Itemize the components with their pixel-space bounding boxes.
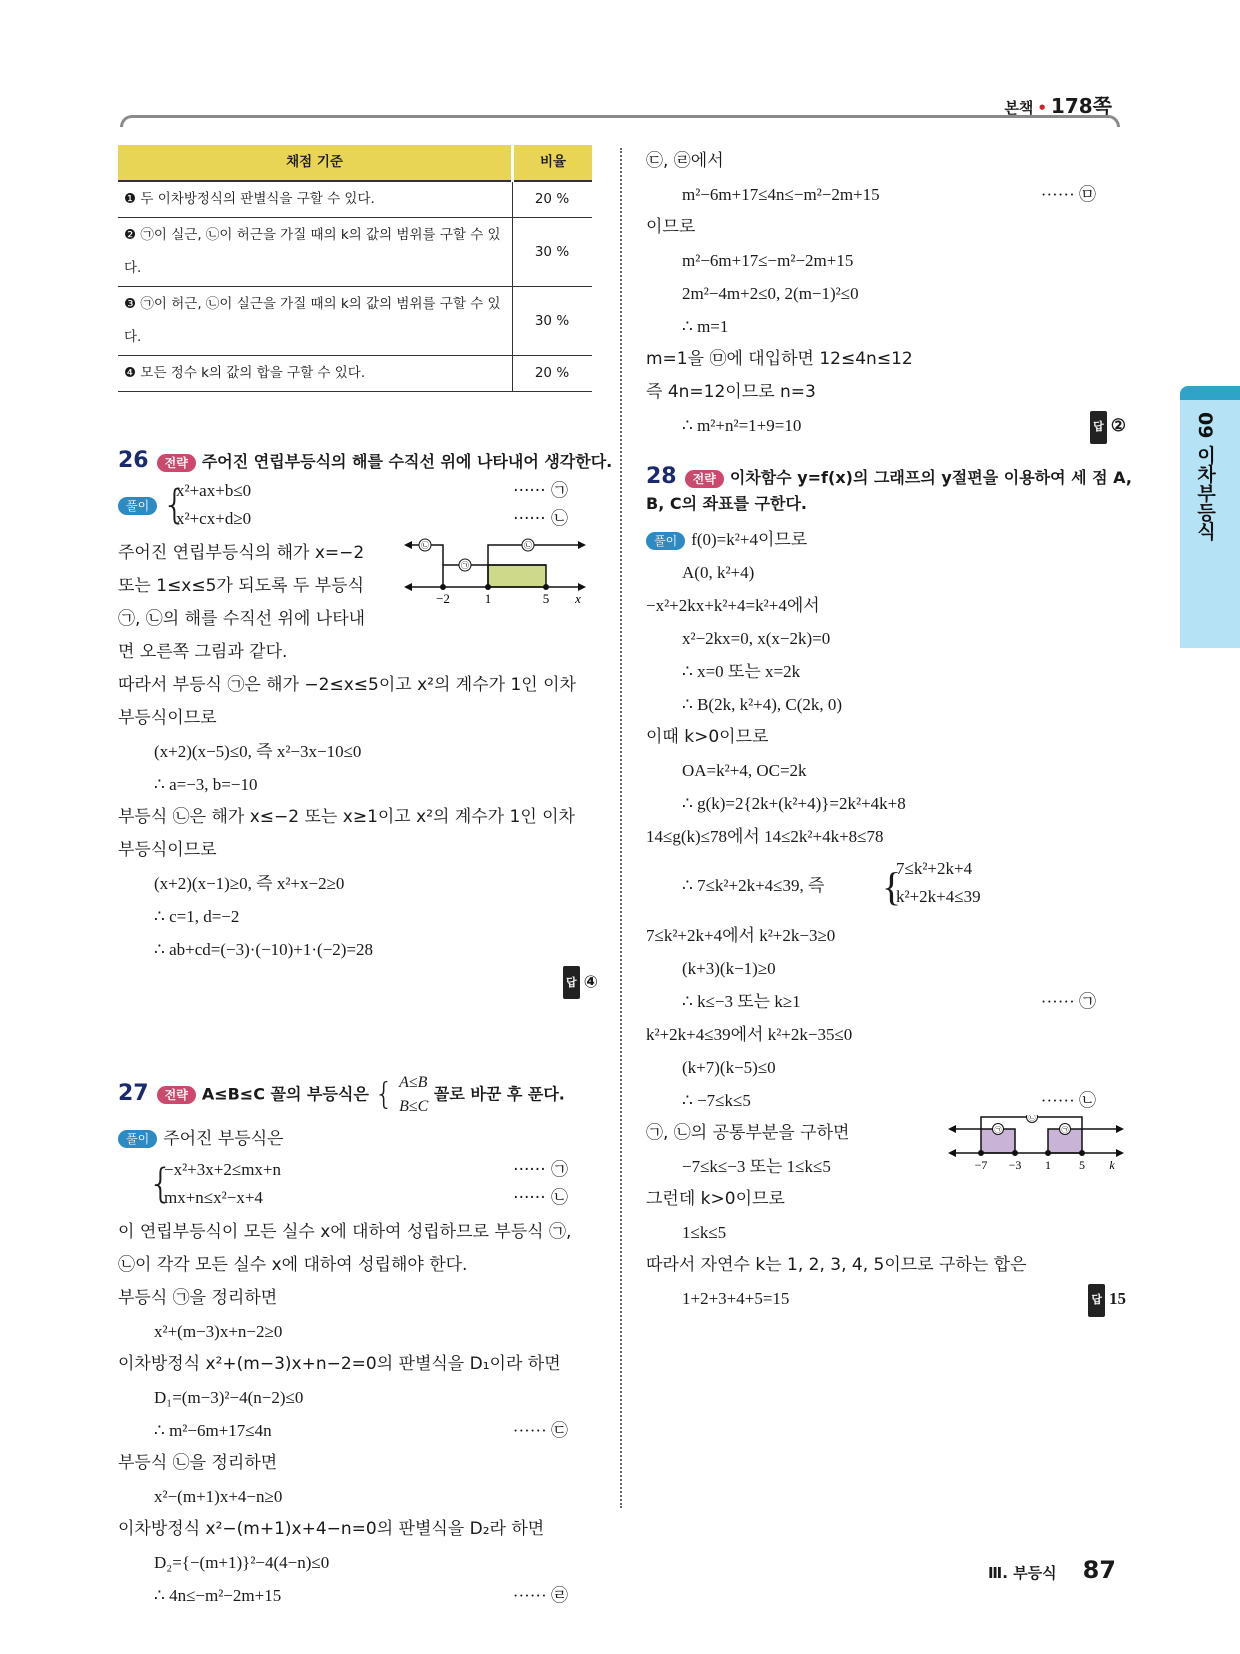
- svg-text:k: k: [1109, 1158, 1115, 1172]
- svg-text:−3: −3: [1008, 1158, 1022, 1172]
- solution-badge: 풀이: [118, 1130, 157, 1148]
- q28-number-line-diagram: [946, 1115, 1126, 1181]
- question-number: 26: [118, 448, 149, 473]
- left-column: 채점 기준 비율 ❶ 두 이차방정식의 판별식을 구할 수 있다. 20 % ❷ ㉠이 실근, ㉡이 허근을 가질 때의 k의 값의 범위를 구할 수 있다. 30 % ❸ ㉠이 허근, ㉡이 실근을 가질 때의 k의 값의 범위를 구할 수 있다. 30 % ❹ 모든 정수 k의 값의 합을 구할 수 있다. 20 % 26 전략 주어진 연립부등식의 해를 수직선 위에 나타내어 생각한다. 풀이 { x²+ax+b≤0 x²+cx+d≥0 ······ ㉠ ······ ㉡ 주어진 연립부등식의 해가 x=−2 또는 1≤x≤5가 되도록 두 부등식 ㉠, ㉡의 해를 수직선 위에 나타내 면 오른쪽 그림과 같다. ㉡ ㉡ ㉠ −2 1 5 x 따라서 부등식 ㉠은 해가 −2≤x≤5이고 x²의 계수가 1인 이차 부등식이므로 (x+2)(x−5)≤0, 즉 x²−3x−10≤0 ∴ a=−3, b=−10 부등식 ㉡은 해가 x≤−2 또는 x≥1이고 x²의 계수가 1인 이차 부등식이므로 (x+2)(x−1)≥0, 즉 x²+x−2≥0 ∴ c=1, d=−2 ∴ ab+cd=(−3)·(−10)+1·(−2)=28 답 ④ 27 전략 A≤B≤C 꼴의 부등식은 { A≤B B≤C 꼴로 바꾼 후 푼다. 풀이 주어진 부등식은 { −x²+3x+2≤mx+n mx+n≤x²−x+4 ······ ㉠ ······ ㉡ 이 연립부등식이 모든 실수 x에 대하여 성립하므로 부등식 ㉠, ㉡이 각각 모든 실수 x에 대하여 성립해야 한다. 부등식 ㉠을 정리하면 x²+(m−3)x+n−2≥0 이차방정식 x²+(m−3)x+n−2=0의 판별식을 D₁이라 하면 D₁=(m−3)²−4(n−2)≤0 ∴ m²−6m+17≤4n ······ ㉢ 부등식 ㉡을 정리하면 x²−(m+1)x+4−n≥0 이차방정식 x²−(m+1)x+4−n=0의 판별식을 D₂라 하면 D₂={−(m+1)}²−4(4−n)≤0 ∴ 4n≤−m²−2m+15 ······ ㉣: [118, 145, 598, 1612]
- q27-header: 27 전략 A≤B≤C 꼴의 부등식은 { A≤B B≤C 꼴로 바꾼 후 푼다.: [118, 1074, 565, 1115]
- svg-text:−7: −7: [974, 1158, 988, 1172]
- strategy-badge: 전략: [685, 470, 724, 488]
- table-row: ❸ ㉠이 허근, ㉡이 실근을 가질 때의 k의 값의 범위를 구할 수 있다. 30 %: [118, 287, 592, 356]
- svg-text:x: x: [575, 591, 581, 606]
- q28-header: 28 전략 이차함수 y=f(x)의 그래프의 y절편을 이용하여 세 점 A,: [646, 464, 1132, 489]
- q27-system: { −x²+3x+2≤mx+n mx+n≤x²−x+4 ······ ㉠ ······ ㉡: [148, 1160, 568, 1208]
- table-row: ❶ 두 이차방정식의 판별식을 구할 수 있다. 20 %: [118, 181, 592, 218]
- page-number: 87: [1082, 1556, 1116, 1584]
- top-rule: [120, 115, 1120, 127]
- svg-text:5: 5: [1079, 1158, 1085, 1172]
- svg-text:−2: −2: [436, 591, 450, 606]
- header-page-reference: 본책 • 178쪽: [1004, 94, 1112, 118]
- table-row: ❷ ㉠이 실근, ㉡이 허근을 가질 때의 k의 값의 범위를 구할 수 있다. 30 %: [118, 218, 592, 287]
- svg-text:1: 1: [484, 591, 492, 606]
- column-divider: [620, 148, 622, 1508]
- svg-text:㉡: ㉡: [1028, 1115, 1036, 1122]
- section-label: Ⅲ. 부등식: [988, 1564, 1057, 1582]
- table-row: ❹ 모든 정수 k의 값의 합을 구할 수 있다. 20 %: [118, 356, 592, 392]
- question-number: 28: [646, 464, 677, 489]
- page-footer: [988, 1556, 1116, 1584]
- svg-text:1: 1: [1045, 1158, 1051, 1172]
- book-label: 본책: [1004, 99, 1034, 117]
- right-column: ㉢, ㉣에서 m²−6m+17≤4n≤−m²−2m+15 ······ ㉤ 이므로 m²−6m+17≤−m²−2m+15 2m²−4m+2≤0, 2(m−1)²≤0 ∴ m=1 m=1을 ㉤에 대입하면 12≤4n≤12 즉 4n=12이므로 n=3 ∴ m²+n²=1+9=10 답 ② 28 전략 이차함수 y=f(x)의 그래프의 y절편을 이용하여 세 점 A, B, C의 좌표를 구한다. 풀이 f(0)=k²+4이므로 A(0, k²+4) −x²+2kx+k²+4=k²+4에서 x²−2kx=0, x(x−2k)=0 ∴ x=0 또는 x=2k ∴ B(2k, k²+4), C(2k, 0) 이때 k>0이므로 OA=k²+4, OC=2k ∴ g(k)=2{2k+(k²+4)}=2k²+4k+8 14≤g(k)≤78에서 14≤2k²+4k+8≤78 ∴ 7≤k²+2k+4≤39, 즉 { 7≤k²+2k+4 k²+2k+4≤39 7≤k²+2k+4에서 k²+2k−3≥0 (k+3)(k−1)≥0 ∴ k≤−3 또는 k≥1 ······ ㉠ k²+2k+4≤39에서 k²+2k−35≤0 (k+7)(k−5)≤0 ∴ −7≤k≤5 ······ ㉡ ㉠, ㉡의 공통부분을 구하면 −7≤k≤−3 또는 1≤k≤5 ㉡ ㉠ ㉠ −7 −3 1 5 k 그런데 k>0이므로 1≤k≤5 따라서 자연수 k는 1, 2, 3, 4, 5이므로 구하는 합은 1+2+3+4+5=15 답 15: [646, 145, 1126, 1315]
- q26-answer: 답 ④: [118, 966, 598, 999]
- svg-text:㉠: ㉠: [1061, 1126, 1069, 1134]
- solution-badge: 풀이: [646, 532, 685, 550]
- grading-header-ratio: 비율: [513, 145, 593, 181]
- page-ref: 178쪽: [1050, 94, 1112, 118]
- svg-text:㉡: ㉡: [421, 541, 429, 550]
- grading-header-criterion: 채점 기준: [118, 145, 513, 181]
- q26-number-line-diagram: [400, 537, 590, 612]
- svg-text:㉡: ㉡: [524, 541, 532, 550]
- q26-header: [118, 444, 613, 477]
- q28-answer: 답 15: [1088, 1282, 1126, 1317]
- q26-system: 풀이 { x²+ax+b≤0 x²+cx+d≥0 ······ ㉠ ······ ㉡: [118, 477, 598, 537]
- q26-strategy: 주어진 연립부등식의 해를 수직선 위에 나타내어 생각한다.: [201, 452, 613, 471]
- strategy-badge: 전략: [157, 454, 196, 472]
- grading-table: [118, 145, 592, 392]
- svg-text:5: 5: [542, 591, 550, 606]
- chapter-side-tab: 09 이차부등식: [1180, 386, 1240, 648]
- q27-intro: 풀이 주어진 부등식은: [118, 1123, 598, 1156]
- strategy-badge: 전략: [157, 1086, 196, 1104]
- svg-text:㉠: ㉠: [461, 561, 469, 570]
- svg-text:㉠: ㉠: [994, 1126, 1002, 1134]
- q28-brace-system: ∴ 7≤k²+2k+4≤39, 즉 { 7≤k²+2k+4 k²+2k+4≤39: [682, 859, 981, 909]
- question-number: 27: [118, 1080, 149, 1106]
- solution-badge: 풀이: [118, 497, 157, 515]
- q27-answer: 답 ②: [1090, 409, 1126, 444]
